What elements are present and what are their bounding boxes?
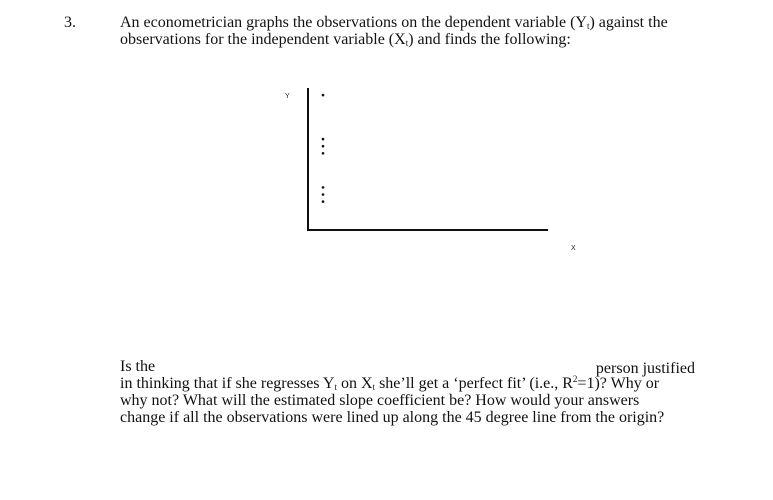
body-line-2 — [120, 375, 700, 392]
x-axis-label: X — [571, 245, 576, 252]
intro-line-2-text: observations for the independent variable (X — [120, 31, 406, 48]
intro-line-2-subscript: t — [405, 38, 409, 48]
intro-line-2 — [120, 31, 720, 48]
body-line-2-text: in thinking that if she regresses Y — [120, 375, 335, 392]
data-points — [322, 94, 325, 203]
scatter-plot — [270, 80, 590, 260]
question-intro — [120, 14, 720, 48]
data-point — [322, 186, 325, 189]
body-line-3: why not? What will the estimated slope coefficient be? How would your answers — [120, 392, 640, 409]
data-point — [322, 94, 325, 97]
data-point — [322, 145, 325, 148]
body-line-2-superscript: 2 — [572, 374, 578, 384]
y-axis-label: Y — [285, 93, 290, 100]
body-line-2-end: =1)? Why or — [577, 375, 660, 392]
intro-line-2-end: ) and finds the following: — [408, 31, 571, 48]
data-point — [322, 152, 325, 155]
body-line-2-sub-x: t — [372, 382, 376, 392]
data-point — [322, 193, 325, 196]
data-point — [322, 200, 325, 203]
body-line-4: change if all the observations were lined up along the 45 degree line from the origin? — [120, 409, 665, 426]
intro-line-1-subscript: t — [586, 21, 590, 31]
question-number: 3. — [64, 14, 76, 31]
body-line-2-on: on X — [337, 375, 373, 392]
intro-line-1-text: An econometrician graphs the observations on the dependent variable (Y — [120, 14, 587, 31]
body-line-2-fit: she’ll get a ‘perfect fit’ (i.e., R — [375, 375, 573, 392]
body-line-1-end: person justified — [595, 360, 695, 377]
body-line-2-sub-y: t — [334, 382, 337, 392]
intro-line-1-end: ) against the — [589, 14, 668, 31]
body-line-1-start: Is the — [120, 358, 156, 375]
data-point — [322, 138, 325, 141]
question-body — [120, 358, 700, 426]
intro-line-1 — [120, 14, 720, 31]
body-line-1 — [120, 358, 695, 375]
